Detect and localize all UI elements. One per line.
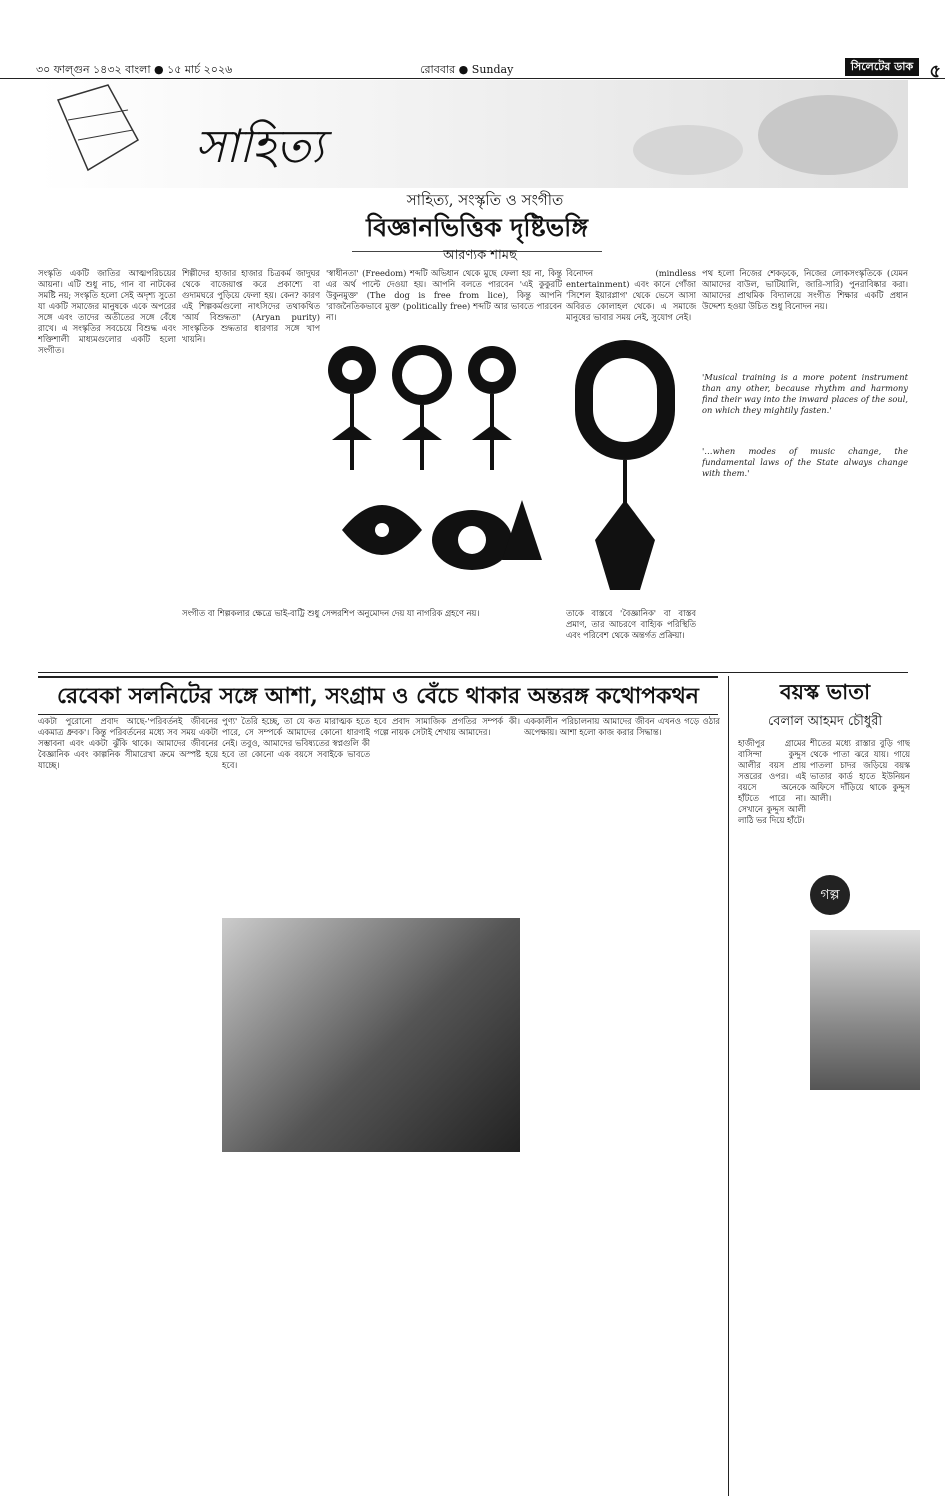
article2-column-2: পুণ্য' তৈরি হচ্ছে, তা যে কত মারাত্মক হতে পারে, সে সম্পর্কে আমাদের কোনো ধারণাই নেই। তবুও, আমাদের ভবিষ্যতের স্বপ্নগুলি কী হবে তা কোনো এক বয়সে সবাইকে ভাবতে হবে। bbox=[222, 716, 370, 770]
article2-headline: রেবেকা সলনিটের সঙ্গে আশা, সংগ্রাম ও বেঁচে থাকার অন্তরঙ্গ কথোপকথন bbox=[38, 676, 718, 715]
article-byline: আরণ্যক শামছ bbox=[443, 248, 517, 263]
article-column-4: বিনোদন (mindless entertainment) এবং কানে গোঁজা 'সিশেল ইয়ারপ্লাগ' থেকে ভেসে আসা অবিরত কোলাহল থেকে। এ সমাজে মানুষের ভাবার সময় নেই, সুযোগ নেই। bbox=[566, 268, 696, 322]
story-column-1: হাজীপুর গ্রামের বাসিন্দা কুদ্দুস আলীর বয়স প্রায় সত্তরের ওপর। এই বয়সে অনেকে হাঁটতে পারে না। সেখানে কুদ্দুস আলী লাঠি ভর দিয়ে হাঁটে। bbox=[738, 738, 806, 825]
story-byline: বেলাল আহমদ চৌধুরী bbox=[767, 714, 883, 729]
article-column-2: শিল্পীদের হাজার হাজার চিত্রকর্ম জাদুঘর থেকে বাজেয়াপ্ত করে প্রকাশ্যে বা গুদামঘরে পুড়িয়ে ফেলা হয়। কেন? কারণ এই শিল্পকর্মগুলো নাৎসিদের তথাকথিত 'আর্য বিশুদ্ধতা' (Aryan purity) সাংস্কৃতিক শুদ্ধতার ধারণার সঙ্গে খাপ খায়নি। bbox=[182, 268, 320, 344]
article-quote-2: '…when modes of music change, the fundamental laws of the State always change with them.' bbox=[702, 446, 908, 478]
story-title: বয়স্ক ভাতা bbox=[779, 679, 871, 704]
folk-art-illustration bbox=[322, 330, 562, 606]
story-photo bbox=[810, 930, 920, 1090]
header-day: রোববার ● Sunday bbox=[420, 63, 514, 76]
article-column-3: 'স্বাধীনতা' (Freedom) শব্দটি অভিধান থেকে মুছে ফেলা হয় না, কিন্তু এর অর্থ পাল্টে দেওয়া হয়। আপনি বলতে পারবেন 'এই কুকুরটি উকুনমুক্ত' (The dog is free from lice), কিন্তু আপনি 'রাজনৈতিকভাবে মুক্ত' (politically free) শব্দটি আর ভাবতে পারবেন না। bbox=[326, 268, 562, 322]
article-quote: 'Musical training is a more potent instrument than any other, because rhythm and harmony find their way into the inward places of the soul, on which they mightily fasten.' bbox=[702, 372, 908, 415]
author-photo bbox=[222, 918, 520, 1152]
article2-column-4: এককালীন পরিচালনায় আমাদের জীবন এখনও গড়ে ওঠার অপেক্ষায়। আশা হলো কাজ করার সিদ্ধান্ত। bbox=[524, 716, 720, 737]
section-title: সাহিত্য bbox=[195, 119, 324, 173]
section-banner bbox=[38, 80, 908, 188]
article2-column-3: হবে প্রবাদ সামাজিক প্রগতির সম্পর্ক কী। গল্পে নায়ক সেটাই শেখায় আমাদের। bbox=[374, 716, 520, 737]
leaf-illustration-icon bbox=[38, 80, 908, 188]
story-column-2: শীতের মধ্যে রাস্তার বুড়ি গাছ থেকে পাতা ঝরে যায়। গায়ে পাতলা চাদর জড়িয়ে বয়স্ক ভাতার কার্ড হাতে ইউনিয়ন অফিসে দাঁড়িয়ে থাকে কুদ্দুস আলী। bbox=[810, 738, 910, 803]
article-lower-text-2: তাকে বাস্তবে 'বৈজ্ঞানিক' বা বাস্তব প্রমাণ, তার আচরণে বাহ্যিক পরিস্থিতি এবং পরিবেশ থেকে অন্তর্গত প্রক্রিয়া। bbox=[566, 608, 696, 640]
story-tag: গল্প bbox=[810, 875, 850, 915]
masthead-logo: সিলেটের ডাক bbox=[845, 58, 919, 76]
article-column-1: সংস্কৃতি একটি জাতির আত্মপরিচয়ের আয়না। এটি শুধু নাচ, গান বা নাটকের সমষ্টি নয়; সংস্কৃতি হলো সেই অদৃশ্য সুতো যা একটি সমাজের মানুষকে একে অপরের সঙ্গে এবং তাদের অতীতের সঙ্গে বেঁধে রাখে। এ সংস্কৃতির সবচেয়ে বিশুদ্ধ এবং শক্তিশালী মাধ্যমগুলোর একটি হলো সংগীত। bbox=[38, 268, 176, 355]
header-date: ৩০ ফাল্গুন ১৪৩২ বাংলা ● ১৫ মার্চ ২০২৬ bbox=[36, 63, 233, 76]
article-title: বিজ্ঞানভিত্তিক দৃষ্টিভঙ্গি bbox=[352, 208, 602, 252]
article-lower-text: সংগীত বা শিল্পকলার ক্ষেত্রে ভাই-বাট্টি শুধু সেন্সরশিপ অনুমোদন দেয় যা নাগরিক গ্রহণে নয়। bbox=[182, 608, 480, 618]
article2-column-1: একটা পুরোনো প্রবাদ আছে-'পরিবর্তনই জীবনের একমাত্র ধ্রুবক'। কিন্তু পরিবর্তনের মধ্যে সব সময় একটা সম্ভাবনা এবং একটা ঝুঁকি থাকে। আমাদের জীবনের বৈজ্ঞানিক এবং কাল্পনিক সীমারেখা ক্রমে অস্পষ্ট হয়ে যাচ্ছে। bbox=[38, 716, 218, 770]
page-number: ৫ bbox=[929, 61, 941, 82]
article-column-5: পথ হলো নিজের শেকড়কে, নিজের লোকসংস্কৃতিকে (যেমন আমাদের বাউল, ভাটিয়ালি, জারি-সারি) পুনরাবিষ্কার করা। আমাদের প্রাথমিক বিদ্যালয়ে সংগীত শিক্ষার একটি প্রধান উদ্দেশ্য হওয়া উচিত শুধু বিনোদন নয়। bbox=[702, 268, 908, 311]
article-kicker: সাহিত্য, সংস্কৃতি ও সংগীত bbox=[406, 191, 564, 209]
folk-art-illustration-2 bbox=[565, 330, 693, 606]
page-header bbox=[0, 58, 945, 79]
